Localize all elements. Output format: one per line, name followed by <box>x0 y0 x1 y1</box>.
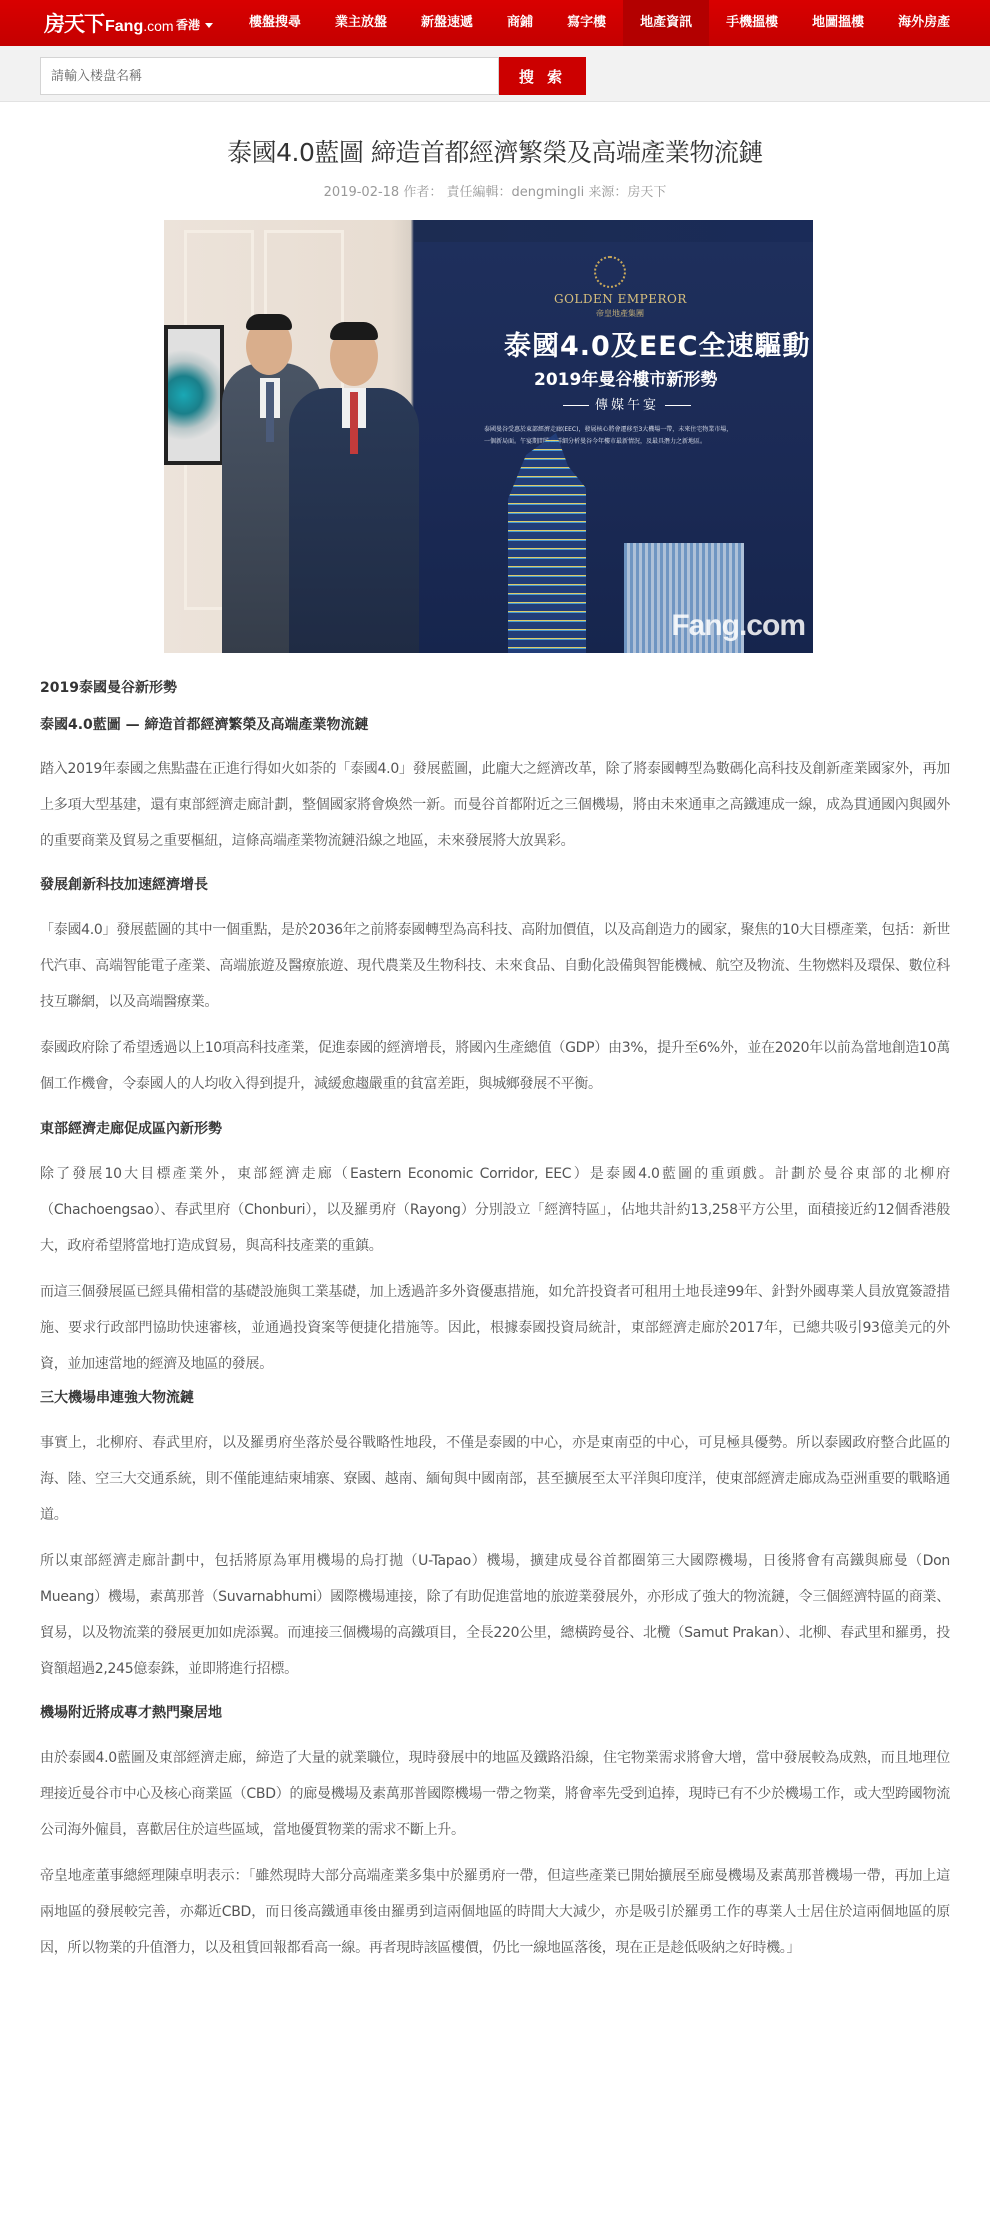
nav-item-owner-listing[interactable]: 業主放盤 <box>335 15 388 30</box>
logo-en-main: Fang <box>105 18 144 35</box>
chevron-down-icon <box>205 23 213 28</box>
search-input[interactable] <box>40 57 499 95</box>
banner-line-1: 泰國曼谷受惠於東部經濟走廊(EEC)，發展核心將會遷移至3大機場一帶，未來住宅物業市場， <box>484 426 733 433</box>
fang-watermark: Fang.com <box>671 609 805 642</box>
nav-item-property-search[interactable]: 樓盤搜尋 <box>249 15 302 30</box>
paragraph: 所以東部經濟走廊計劃中，包括將原為軍用機場的烏打拋（U-Tapao）機場，擴建成曼谷首都圈第三大國際機場，日後將會有高鐵與廊曼（Don Mueang）機場，素萬那普（Suvarnabhumi）國際機場連接，除了有助促進當地的旅遊業發展外，亦形成了強大的物流鏈，令三個經濟特區的商業、貿易，以及物流業的發展更加如虎添翼。而連接三個機場的高鐵項目，全長220公里，總橫跨曼谷、北欖（Samut Prakan）、北柳、春武里和羅勇，投資額超過2,245億泰銖，並即將進行招標。 <box>40 1553 950 1677</box>
person-left-hair <box>246 314 292 330</box>
logo-en-text <box>105 18 174 36</box>
banner-brand: GOLDEN EMPEROR <box>554 292 687 306</box>
person-left-tie <box>266 382 274 442</box>
nav-item-map-search[interactable]: 地圖搵樓 <box>812 15 865 30</box>
event-banner <box>414 242 813 653</box>
nav-item-property-news[interactable]: 地產資訊 <box>623 0 709 46</box>
paragraph: 泰國政府除了希望透過以上10項高科技產業，促進泰國的經濟增長，將國內生產總值（GDP）由3%，提升至6%外，並在2020年以前為當地創造10萬個工作機會，令泰國人的人均收入得到提升，減緩愈趨嚴重的貧富差距，與城鄉發展不平衡。 <box>40 1040 950 1092</box>
section-heading: 東部經濟走廊促成區內新形勢 <box>40 1121 222 1137</box>
paragraph: 除了發展10大目標產業外，東部經濟走廊（Eastern Economic Corridor, EEC）是泰國4.0藍圖的重頭戲。計劃於曼谷東部的北柳府（Chachoengsao）、春武里府（Chonburi），以及羅勇府（Rayong）分別設立「經濟特區」，佔地共計約13,258平方公里，面積接近約12個香港般大，政府希望將當地打造成貿易，與高科技產業的重鎮。 <box>40 1166 950 1254</box>
search-button[interactable]: 搜 索 <box>499 57 586 95</box>
wall-artwork <box>164 325 224 465</box>
banner-subheadline: 2019年曼谷樓市新形勢 <box>534 370 718 390</box>
article <box>0 136 990 1966</box>
nav-item-offices[interactable]: 寫字樓 <box>567 15 607 30</box>
banner-headline: 泰國4.0及EEC全速驅動 <box>504 331 811 362</box>
section-heading: 發展創新科技加速經濟增長 <box>40 877 208 893</box>
logo-cn-text: 房天下 <box>44 12 104 36</box>
nav-item-shops[interactable]: 商鋪 <box>507 15 534 30</box>
main-nav <box>232 0 967 46</box>
person-right-tie <box>350 392 358 454</box>
section-heading: 三大機場串連強大物流鏈 <box>40 1390 194 1406</box>
city-selector[interactable] <box>176 16 213 33</box>
section-heading: 機場附近將成專才熱門聚居地 <box>40 1705 222 1721</box>
paragraph: 而這三個發展區已經具備相當的基礎設施與工業基礎，加上透過許多外資優惠措施，如允許投資者可租用土地長達99年、針對外國專業人員放寬簽證措施、要求行政部門協助快速審核，並通過投資案等便捷化措施等。因此，根據泰國投資局統計，東部經濟走廊於2017年，已總共吸引93億美元的外資，並加速當地的經濟及地區的發展。 <box>40 1284 950 1372</box>
search-bar <box>0 46 990 102</box>
banner-line-2: 一個新局面。午宴期間將會詳細分析曼谷今年樓市最新情況，及最具潛力之新地區。 <box>484 438 707 445</box>
article-meta: 2019-02-18 作者： 責任編輯：dengmingli 来源：房天下 <box>323 185 667 200</box>
intro-heading-2: 泰國4.0藍圖 — 締造首都經濟繁榮及高端產業物流鏈 <box>40 717 369 733</box>
nav-item-overseas-property[interactable]: 海外房產 <box>898 15 951 30</box>
top-nav-bar <box>0 0 990 46</box>
city-label: 香港 <box>176 18 201 32</box>
article-title: 泰國4.0藍圖 締造首都經濟繁榮及高端產業物流鏈 <box>227 138 763 167</box>
banner-brand-cn: 帝皇地產集團 <box>596 309 644 318</box>
brand-emblem-icon <box>594 256 626 288</box>
person-right-hair <box>330 322 378 340</box>
paragraph: 事實上，北柳府、春武里府，以及羅勇府坐落於曼谷戰略性地段，不僅是泰國的中心，亦是東南亞的中心，可見極具優勢。所以泰國政府整合此區的海、陸、空三大交通系統，則不僅能連結柬埔寨、寮國、越南、緬甸與中國南部，甚至擴展至太平洋與印度洋，使東部經濟走廊成為亞洲重要的戰略通道。 <box>40 1435 950 1523</box>
paragraph: 「泰國4.0」發展藍圖的其中一個重點，是於2036年之前將泰國轉型為高科技、高附加價值，以及高創造力的國家，聚焦的10大目標產業，包括：新世代汽車、高端智能電子產業、高端旅遊及醫療旅遊、現代農業及生物科技、未來食品、自動化設備與智能機械、航空及物流、生物燃料及環保、數位科技互聯網，以及高端醫療業。 <box>40 922 950 1010</box>
site-logo[interactable] <box>44 8 174 38</box>
skyscraper-graphic <box>484 433 604 653</box>
article-hero-image <box>164 220 813 653</box>
nav-item-mobile-search[interactable]: 手機搵樓 <box>726 15 779 30</box>
banner-event: 傳媒午宴 <box>557 394 697 413</box>
intro-heading-1: 2019泰國曼谷新形勢 <box>40 680 177 696</box>
logo-en-suffix: .com <box>143 18 174 34</box>
paragraph: 帝皇地產董事總經理陳卓明表示：「雖然現時大部分高端產業多集中於羅勇府一帶，但這些產業已開始擴展至廊曼機場及素萬那普機場一帶，再加上這兩地區的發展較完善，亦鄰近CBD，而日後高鐵通車後由羅勇到這兩個地區的時間大大減少，亦是吸引於羅勇工作的專業人士居住於這兩個地區的原因，所以物業的升值潛力，以及租賃回報都看高一線。再者現時該區樓價，仍比一線地區落後，現在正是趁低吸納之好時機。」 <box>40 1868 950 1956</box>
nav-item-new-developments[interactable]: 新盤速遞 <box>421 15 474 30</box>
paragraph: 由於泰國4.0藍圖及東部經濟走廊，締造了大量的就業職位，現時發展中的地區及鐵路沿線，住宅物業需求將會大增，當中發展較為成熟，而且地理位理接近曼谷市中心及核心商業區（CBD）的廊曼機場及素萬那普國際機場一帶之物業，將會率先受到追捧，現時已有不少於機場工作，或大型跨國物流公司海外僱員，喜歡居住於這些區域，當地優質物業的需求不斷上升。 <box>40 1750 950 1838</box>
paragraph: 踏入2019年泰國之焦點盡在正進行得如火如荼的「泰國4.0」發展藍圖，此龐大之經濟改革，除了將泰國轉型為數碼化高科技及創新產業國家外，再加上多項大型基建，還有東部經濟走廊計劃，整個國家將會煥然一新。而曼谷首都附近之三個機場，將由未來通車之高鐵連成一線，成為貫通國內與國外的重要商業及貿易之重要樞紐，這條高端產業物流鏈沿線之地區，未來發展將大放異彩。 <box>40 761 950 849</box>
